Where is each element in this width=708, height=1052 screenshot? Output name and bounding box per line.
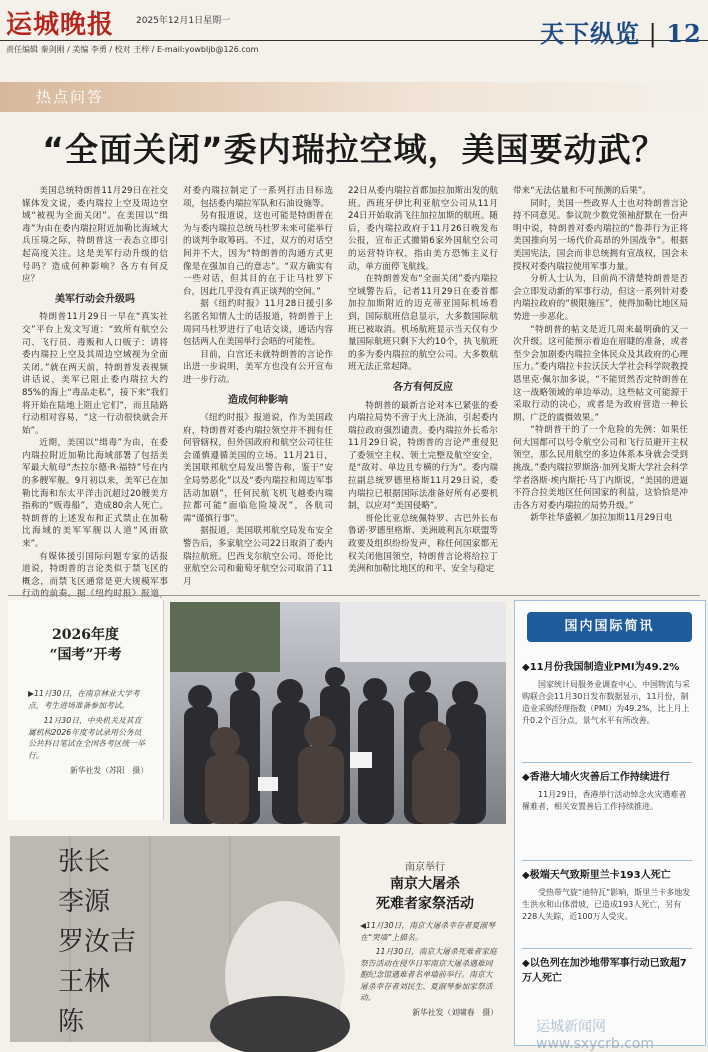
brief-item [522, 770, 692, 813]
paragraph: 据《纽约时报》11月28日援引多名匿名知情人士的话报道，特朗普于上周同马杜罗进行了电话交谈，通话内容包括两人在美国举行会晤的可能性。 [183, 299, 333, 348]
page-headline: “全面关闭”委内瑞拉空域，美国要动武？ [42, 130, 666, 169]
wall-name: 张长 [58, 847, 111, 877]
caption-line: 11月30日，南京大屠杀死难者家庭祭告活动在侵华日军南京大屠杀遇难同胞纪念馆遇难者名单墙前举行。南京大屠杀幸存者刘民生、夏淑琴参加家祭活动。 [360, 947, 497, 1002]
photo-credit: 新华社发（刘啸春 摄） [412, 1007, 498, 1017]
site-watermark: 运城新闻网 www.sxycrb.com [536, 1019, 655, 1052]
brief-title: ◆香港大埔火灾善后工作持续进行 [522, 772, 670, 783]
paragraph: 目前，白宫还未就特朗普的言论作出进一步说明，美军方也没有公开宣布进一步行动。 [183, 349, 333, 385]
article-credit: 新华社华盛顿／加拉加斯11月29日电 [530, 513, 673, 524]
exam-title-line2: “国考”开考 [49, 647, 122, 663]
brief-title: ◆以色列在加沙地带军事行动已致超7万人死亡 [522, 958, 687, 984]
brief-item [522, 868, 692, 923]
exam-title-line1: 2026年度 [52, 627, 119, 643]
exam-title [8, 625, 163, 665]
nanjing-caption [360, 920, 498, 1021]
brief-item [522, 956, 692, 990]
paragraph: 22日从委内瑞拉首都加拉加斯出发的航班。西班牙伊比利亚航空公司从11月24日开始取消飞往加拉加斯的航班。随后，委内瑞拉政府于11月26日晚发布公报，宣布正式撤销6家外国航空公司的运营特许权，指由美方恐怖主义行动，单方面停飞航线。 [348, 186, 498, 272]
hot-topic-banner [0, 82, 708, 112]
section-title: 天下纵览 | 12 [540, 19, 702, 48]
brief-body: 受热带气旋“迪特瓦”影响，斯里兰卡多地发生洪水和山体滑坡，已造成193人死亡，另有228人失踪，近100万人受灾。 [522, 888, 691, 921]
section-divider [8, 595, 700, 596]
article-column-3 [348, 185, 498, 585]
article-column-1 [22, 185, 168, 585]
editor-credits: 责任编辑 秦剑刚 / 美编 李勇 / 校对 王梓 / E-mail:yowbljb@126.com [6, 45, 259, 54]
paragraph: 特朗普11月29日一早在“真实社交”平台上发文写道：“致所有航空公司、飞行员、毒贩和人口贩子：请将委内瑞拉上空及其周边空域视为全面关闭。”就在两天前，特朗普发表视频讲话说，美军已阻止委内瑞拉大约85%的海上“毒品走私”，接下来“我们将开始在陆地上阻止它们”，而且陆路行动相对容易，“这一行动很快就会开始”。 [22, 312, 168, 436]
brief-body: 11月29日，香港举行活动悼念火灾遇难者罹难者，相关安置善后工作持续推进。 [522, 790, 687, 811]
paragraph: 在特朗普发布“全面关闭”委内瑞拉空域警告后，记者11月29日在委首都加拉加斯附近的迈克蒂亚国际机场看到，国际航班信息显示，大多数国际航班已被取消。机场航班显示当天仅有少量国际航班只剩下大约10个，执飞航班的多为委内瑞拉的航空公司。大多数航班无法正常起降。 [348, 274, 498, 373]
subheading: 各方有何反应 [393, 381, 453, 393]
paragraph: “特朗普的帖文是近几周来最明确的又一次升级。这可能预示着迫在眉睫的准备，或者至少会加剧委内瑞拉全体民众及其政府的心理压力。”委内瑞拉卡拉沃沃大学社会科学院教授恩里克·佩尔加多说，“不能贸然否定特朗普在这一战略领域的单边举动。这些帖文可能源于采取行动的决心，或者是为政府营造一种长期、广泛的震慑效果。” [513, 324, 688, 423]
brief-item [522, 660, 692, 727]
caption-line: 11月30日，中央机关及其直属机构2026年度考试录用公务员公共科目笔试在全国各考区统一举行。 [28, 716, 145, 760]
brief-divider [522, 860, 692, 861]
paragraph: 分析人士认为，目前尚不清楚特朗普是否会立即发动新的军事行动，但这一系列针对委内瑞拉政府的“极限施压”，使得加勒比地区局势进一步恶化。 [513, 274, 688, 322]
newspaper-logo: 运城晚报 [6, 10, 115, 40]
caption-line: ▶11月30日，在南京林业大学考点，考生进场准备参加考试。 [28, 689, 140, 710]
paragraph: 哥伦比亚总统佩特罗、古巴外长布鲁诺·罗德里格斯、美洲玻利瓦尔联盟等政要及组织纷纷发声，称任何国家都无权关闭他国领空，特朗普言论将给拉丁美洲和加勒比地区的和平、安全与稳定 [348, 513, 498, 575]
photo-credit: 新华社发（苏阳 摄） [70, 766, 148, 775]
brief-title: ◆11月份我国制造业PMI为49.2% [522, 662, 680, 673]
paragraph: 同时，美国一些政界人士也对特朗普言论持不同意见。参议院少数党领袖舒默在一份声明中说，特朗普对委内瑞拉的“鲁莽行为正将美国推向另一场代价高昂的外国战争”。根据美国宪法，国会而非总统拥有宣战权，国会未授权对委内瑞拉使用军事力量。 [513, 198, 688, 272]
paragraph: “特朗普干的了一个危险的先例：如果任何大国都可以号令航空公司和飞行员避开主权领空，那么民用航空的多边体系本身就会受到挑战。”委内瑞拉罗斯洛·加列戈斯大学社会科学学者洛斯·埃内斯托·马丁内斯说，“美国的进逼不符合拉美地区任何国家的利益，这恰恰是冲击各方对委内瑞拉的局势升级。” [513, 425, 688, 511]
wall-name: 李源 [58, 887, 111, 917]
paragraph: 另有报道说，这也可能是特朗普在为与委内瑞拉总统马杜罗未来可能举行的谈判争取筹码。不过，双方的对话空间并不大，因为“特朗普的沟通方式更像是在强加自己的意志”。“双方确实有一些对话，但其目的在于让马杜罗下台，因此几乎没有真正谈判的空间。” [183, 211, 333, 297]
article-column-4 [513, 185, 688, 585]
caption-line: ◀11月30日，南京大屠杀幸存者夏淑琴在“哭墙”上描名。 [360, 921, 495, 942]
brief-divider [522, 762, 692, 763]
wall-name: 陈 [58, 1007, 85, 1037]
paragraph: 带来“无法估量和不可预测的后果”。 [513, 186, 651, 196]
exam-crowd-photo [170, 602, 506, 824]
wall-name: 王林 [58, 967, 111, 997]
exam-caption [28, 688, 148, 781]
memorial-wall-names [58, 842, 168, 1042]
paragraph: 对委内瑞拉制定了一系列打击目标选项，包括委内瑞拉军队和石油设施等。 [183, 186, 333, 209]
subheading: 美军行动会升级吗 [55, 293, 135, 305]
nanjing-kicker: 南京举行 [405, 862, 445, 873]
subheading: 造成何种影响 [228, 394, 288, 406]
paragraph: 美国总统特朗普11月29日在社交媒体发文说，委内瑞拉上空及周边空域“被视为全面关闭”。在美国以“缉毒”为由在委内瑞拉附近加勒比海域大兵压境之际，特朗普这一表态立即引起高度关注。这是美军行动升级的信号吗？造成何种影响？各方有何反应？ [22, 186, 168, 285]
paragraph: 据报道，美国联邦航空局发布安全警告后，多家航空公司22日取消了委内瑞拉航班。巴西戈尔航空公司、哥伦比亚航空公司和葡萄牙航空公司取消了11月 [183, 526, 333, 587]
nanjing-title-line1: 南京大屠杀 [390, 876, 460, 892]
brief-body: 国家统计局服务业调查中心、中国物流与采购联合会11月30日发布数据显示，11月份，制造业采购经理指数（PMI）为49.2%，比上月上升0.2个百分点，景气水平有所改善。 [522, 680, 690, 725]
paragraph: 特朗普的最新言论对本已紧张的委内瑞拉局势不啻于火上浇油，引起委内瑞拉政府强烈谴责。委内瑞拉外长希尔11月29日说，特朗普的言论严重侵犯了委领空主权、领土完整及航空安全，是“敌对、单边且专横的行为”。委内瑞拉副总统罗德里格斯11月29日说，委内瑞拉已根据国际法准备好所有必要机制，以应对“美国侵略”。 [348, 400, 498, 512]
brief-title: ◆极端天气致斯里兰卡193人死亡 [522, 870, 671, 881]
article-column-2 [183, 185, 333, 585]
hot-topic-label: 热点问答 [36, 88, 105, 106]
wall-name: 罗汝吉 [58, 927, 137, 957]
brief-divider [522, 948, 692, 949]
news-brief-header: 国内国际简讯 [527, 612, 692, 642]
page-number: 12 [666, 19, 702, 48]
nanjing-title [345, 874, 505, 914]
paragraph: 有媒体援引国际问题专家的话报道说，特朗普的言论类似于禁飞区的概念，而禁飞区通常是更大规模军事 [22, 551, 168, 587]
paragraph: 《纽约时报》报道说，作为美国政府，特朗普对委内瑞拉领空并不拥有任何管辖权，但外国政府和航空公司往往会谨慎遵循美国的立场。11月21日，美国联邦航空局发出警告称，鉴于“安全局势恶化”以及“委内瑞拉和周边军事活动加剧”，任何民航飞机飞越委内瑞拉都可能“面临危险境况”，各航司需“谨慎行事”。 [183, 413, 333, 524]
nanjing-title-line2: 死难者家祭活动 [376, 896, 474, 912]
issue-date: 2025年12月1日星期一 [136, 16, 231, 26]
paragraph: 近期，美国以“缉毒”为由，在委内瑞拉附近加勒比海域部署了包括美军最大航母“杰拉尔德·R·福特”号在内的多艘军舰。9月初以来，美军已在加勒比海和东太平洋击沉超过20艘美方指称的“贩毒船”，造成80余人死亡。特朗普的上述发布和正式禁止在加勒比海域的美军军舰以人道“风雨欲来”。 [22, 438, 168, 550]
